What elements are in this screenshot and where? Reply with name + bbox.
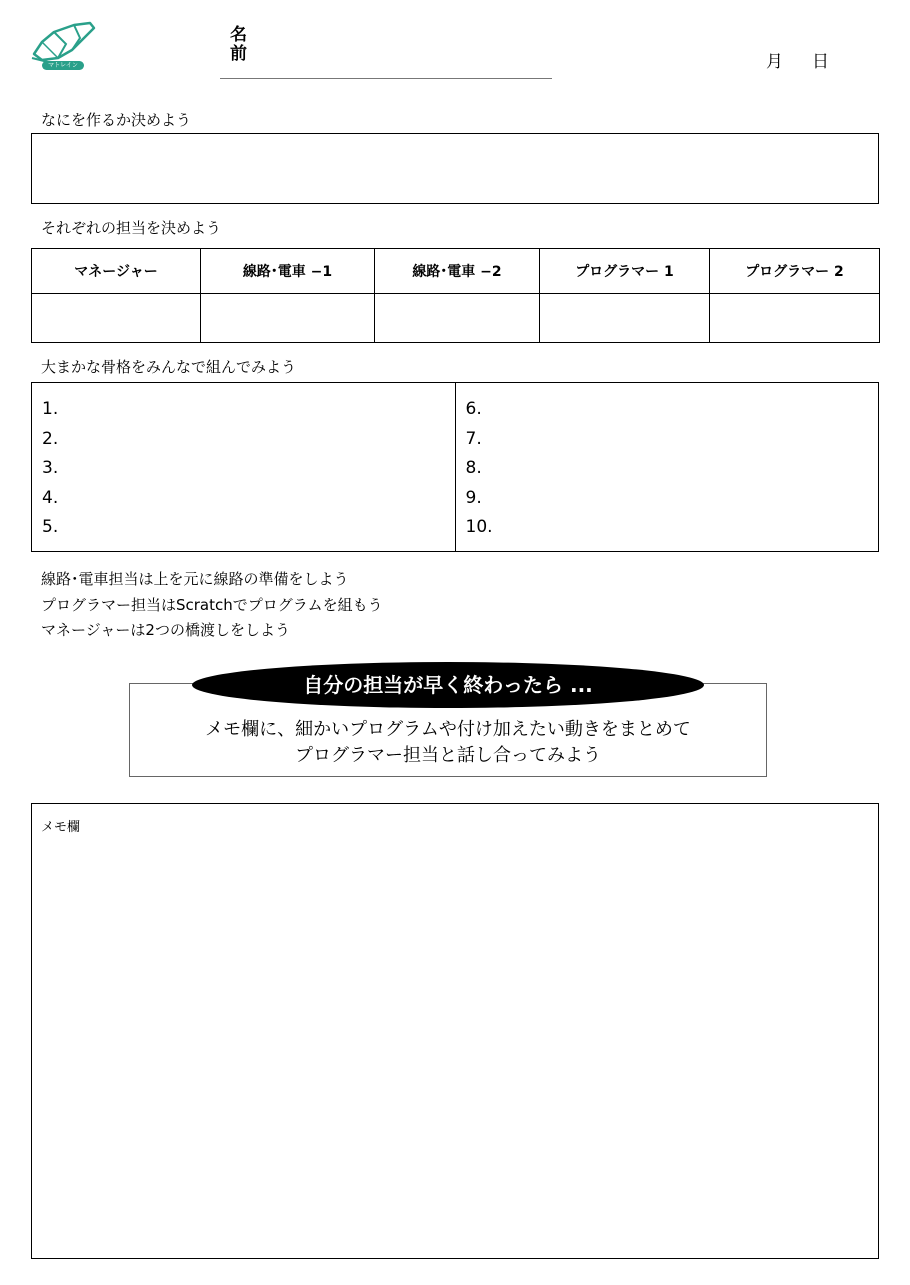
outline-item[interactable]: 5. [42,517,59,537]
tip-line-1: メモ欄に、細かいプログラムや付け加えたい動きをまとめて [205,719,691,740]
day-label: 日 [812,52,829,72]
what-to-make-title: なにを作るか決めよう [41,111,192,129]
outline-item[interactable]: 10. [465,517,493,537]
role-cell-manager[interactable] [32,294,201,343]
outline-title: 大まかな骨格をみんなで組んでみよう [41,358,297,376]
instruction-line: プログラマー担当はScratchでプログラムを組もう [41,595,383,614]
role-cell-track-1[interactable] [201,294,375,343]
role-cell-programmer-2[interactable] [710,294,880,343]
instruction-line: 線路･電車担当は上を元に線路の準備をしよう [41,570,349,588]
outline-item[interactable]: 6. [465,399,482,419]
name-label: 名前 [230,25,247,64]
outline-item[interactable]: 7. [465,428,482,449]
role-header-programmer-1: プログラマー 1 [540,249,710,294]
instruction-line: マネージャーは2つの橋渡しをしよう [41,621,290,639]
matrain-logo [28,20,100,72]
role-header-track-1: 線路･電車 −1 [201,249,375,294]
outline-item[interactable]: 3. [42,458,59,478]
tip-title: 自分の担当が早く終わったら ... [192,662,704,708]
tip-text [129,717,767,769]
outline-column-left [32,383,455,551]
instructions [41,567,383,644]
outline-item[interactable]: 1. [42,399,59,419]
memo-field[interactable] [31,803,879,1259]
outline-item[interactable]: 8. [465,458,482,478]
role-header-manager: マネージャー [32,249,201,294]
roles-table [31,248,880,343]
role-header-track-2: 線路･電車 −2 [375,249,540,294]
tip-line-2: プログラマー担当と話し合ってみよう [295,745,601,766]
role-cell-track-2[interactable] [375,294,540,343]
what-to-make-field[interactable] [31,133,879,204]
outline-column-right [455,383,879,551]
outline-item[interactable]: 9. [465,487,482,508]
memo-label: メモ欄 [41,820,81,835]
role-header-programmer-2: プログラマー 2 [710,249,880,294]
name-field-line[interactable] [220,78,552,79]
month-label: 月 [766,52,783,72]
outline-list [31,382,879,552]
outline-item[interactable]: 2. [42,428,59,449]
role-cell-programmer-1[interactable] [540,294,710,343]
outline-item[interactable]: 4. [42,487,59,508]
logo-caption: マトレイン [48,62,78,69]
roles-title: それぞれの担当を決めよう [41,219,222,237]
